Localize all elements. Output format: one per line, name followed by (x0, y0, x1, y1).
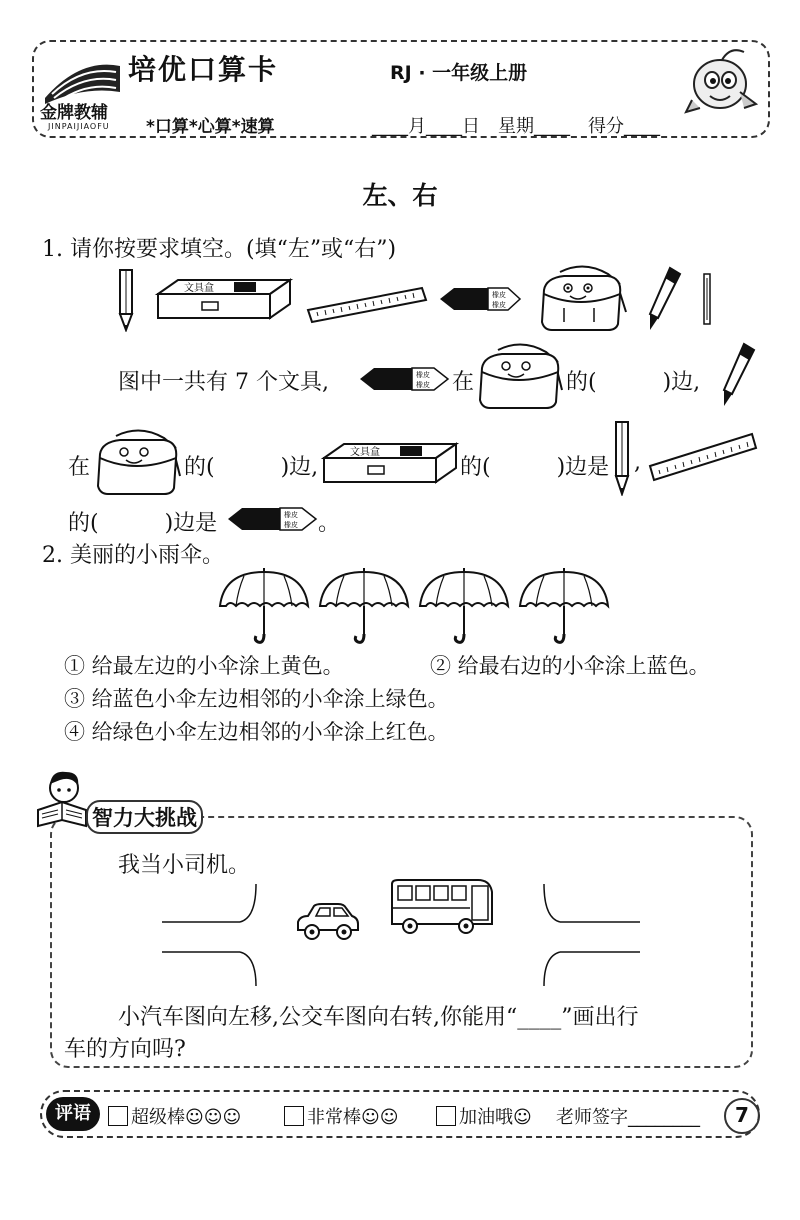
challenge-title: 智力大挑战 (86, 800, 203, 834)
ruler-icon (646, 430, 760, 486)
q1-line1-text-c: 的( )边, (566, 370, 701, 395)
eraser-label-bottom: 橡皮 (492, 301, 506, 309)
subtitle: *口算*心算*速算 (146, 117, 275, 137)
q1-line2-text-d: , (634, 450, 641, 475)
umbrella-icon (420, 568, 508, 642)
car-icon (294, 900, 360, 944)
pen-icon (714, 340, 758, 410)
challenge-question-line2: 车的方向吗? (64, 1037, 186, 1062)
pencil-case-icon (320, 440, 460, 490)
footer-label: 评语 (46, 1097, 100, 1131)
eraser-label-top: 橡皮 (416, 371, 430, 379)
lesson-title: 左、右 (362, 181, 438, 210)
date-score-fields: ____月____日 星期____ 得分____ (372, 116, 660, 137)
q1-line1-text-b: 在 (452, 370, 475, 395)
pencil-case-icon (154, 276, 294, 326)
rating-option-super-label: 超级棒☺☺☺ (131, 1107, 242, 1128)
q1-line2-text-c: 的( )边是 (460, 455, 610, 480)
backpack-icon (92, 428, 184, 496)
eraser-label-top: 橡皮 (284, 511, 298, 519)
eraser-icon (438, 286, 522, 312)
pen-clip-icon (700, 272, 714, 326)
ruler-icon (304, 284, 430, 324)
q1-line1-text-a: 图中一共有 7 个文具, (118, 370, 329, 395)
checkbox-icon[interactable] (284, 1106, 304, 1126)
pencil-case-label: 文具盒 (184, 283, 214, 294)
student-reading-icon (34, 766, 90, 832)
q2-instruction-2: ② 给最右边的小伞涂上蓝色。 (430, 654, 710, 678)
logo-text: 金牌教辅 (40, 103, 108, 123)
eraser-icon (226, 506, 318, 532)
q2-instruction-3: ③ 给蓝色小伞左边相邻的小伞涂上绿色。 (64, 687, 449, 711)
rating-option-great[interactable] (284, 1103, 399, 1129)
eraser-label-bottom: 橡皮 (284, 521, 298, 529)
umbrella-row (216, 566, 614, 648)
eraser-icon (358, 366, 450, 392)
page-number: 7 (724, 1098, 760, 1134)
pencil-icon (116, 268, 136, 332)
rating-option-keep-going-label: 加油哦☺ (459, 1107, 532, 1128)
q2-prompt: 2. 美丽的小雨伞。 (42, 543, 224, 568)
teacher-signature: 老师签字________ (556, 1107, 700, 1128)
q2-instruction-1: ① 给最左边的小伞涂上黄色。 (64, 654, 344, 678)
q1-line2-text-a: 在 (68, 455, 91, 480)
q1-prompt: 1. 请你按要求填空。(填“左”或“右”) (42, 237, 397, 262)
umbrella-icon (320, 568, 408, 642)
rating-option-great-label: 非常棒☺☺ (307, 1107, 399, 1128)
rating-option-super[interactable] (108, 1103, 241, 1129)
challenge-intro: 我当小司机。 (118, 853, 251, 878)
grade-label: RJ · 一年级上册 (390, 62, 528, 84)
backpack-icon (474, 342, 566, 410)
mascot-icon (682, 44, 762, 118)
challenge-question-line1: 小汽车图向左移,公交车图向右转,你能用“____”画出行 (118, 1005, 639, 1030)
checkbox-icon[interactable] (108, 1106, 128, 1126)
q1-line3-text-a: 的( )边是 (68, 511, 218, 536)
book-logo-icon (40, 48, 126, 104)
brand-title: 培优口算卡 (128, 53, 279, 86)
pencil-case-label: 文具盒 (350, 447, 380, 458)
q1-line3-text-b: 。 (318, 511, 341, 536)
eraser-label-top: 橡皮 (492, 291, 506, 299)
checkbox-icon[interactable] (436, 1106, 456, 1126)
pencil-icon (612, 420, 632, 496)
backpack-icon (536, 264, 630, 332)
bus-icon (386, 878, 496, 938)
logo-subtext: JINPAIJIAOFU (48, 122, 110, 131)
rating-option-keep-going[interactable] (436, 1103, 532, 1129)
umbrella-icon (520, 568, 608, 642)
pen-icon (640, 264, 684, 332)
umbrella-icon (220, 568, 308, 642)
q1-line2-text-b: 的( )边, (184, 455, 319, 480)
eraser-label-bottom: 橡皮 (416, 381, 430, 389)
q2-instruction-4: ④ 给绿色小伞左边相邻的小伞涂上红色。 (64, 720, 449, 744)
